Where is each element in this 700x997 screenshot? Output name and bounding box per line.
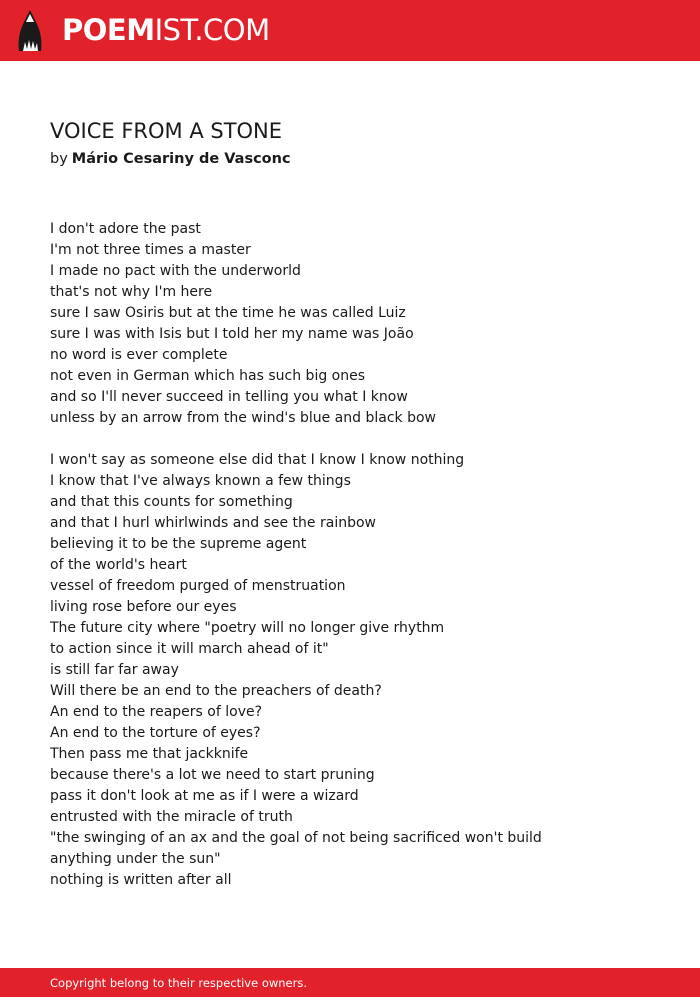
- poem-line: The future city where "poetry will no longer give rhythm: [50, 620, 445, 636]
- poem-line: sure I saw Osiris but at the time he was called Luiz: [50, 305, 406, 321]
- poem-line: I won't say as someone else did that I know I know nothing: [50, 452, 465, 468]
- poem-line: to action since it will march ahead of it": [50, 641, 329, 657]
- pen-nib-icon[interactable]: [16, 9, 44, 53]
- poem-line: because there's a lot we need to start pruning: [50, 767, 375, 783]
- poem-line: vessel of freedom purged of menstruation: [50, 578, 346, 594]
- poem-line: I know that I've always known a few things: [50, 473, 351, 489]
- poem-line: Then pass me that jackknife: [50, 746, 249, 762]
- poem-line: no word is ever complete: [50, 347, 228, 363]
- byline: [50, 148, 291, 170]
- poem-line: anything under the sun": [50, 851, 221, 867]
- poem-line: believing it to be the supreme agent: [50, 536, 307, 552]
- logo-light-text: IST.COM: [154, 13, 270, 47]
- poem-line: Will there be an end to the preachers of death?: [50, 683, 382, 699]
- site-header: [0, 0, 700, 61]
- poem-line: pass it don't look at me as if I were a wizard: [50, 788, 359, 804]
- site-logo[interactable]: [62, 12, 270, 48]
- poem-line: of the world's heart: [50, 557, 187, 573]
- poem-line: I made no pact with the underworld: [50, 263, 301, 279]
- by-label: by: [50, 151, 68, 167]
- copyright-text: Copyright belong to their respective owners.: [50, 976, 308, 990]
- poem-body: [50, 219, 670, 912]
- poem-line: "the swinging of an ax and the goal of not being sacrificed won't build: [50, 830, 542, 846]
- poem-line: entrusted with the miracle of truth: [50, 809, 293, 825]
- poem-line: is still far far away: [50, 662, 179, 678]
- author-name: Mário Cesariny de Vasconc: [71, 151, 291, 167]
- logo-bold-text: POEM: [62, 13, 155, 47]
- poem-line: sure I was with Isis but I told her my name was João: [50, 326, 414, 342]
- poem-line: and that I hurl whirlwinds and see the rainbow: [50, 515, 376, 531]
- poem-line: living rose before our eyes: [50, 599, 237, 615]
- poem-line: unless by an arrow from the wind's blue and black bow: [50, 410, 436, 426]
- poem-line: nothing is written after all: [50, 872, 232, 888]
- poem-line: that's not why I'm here: [50, 284, 213, 300]
- poem-line: and so I'll never succeed in telling you what I know: [50, 389, 408, 405]
- poem-line: I don't adore the past: [50, 221, 201, 237]
- poem-line: I'm not three times a master: [50, 242, 251, 258]
- stanza: [50, 450, 670, 891]
- poem-line: not even in German which has such big ones: [50, 368, 366, 384]
- poem-line: and that this counts for something: [50, 494, 293, 510]
- poem-title: VOICE FROM A STONE: [50, 119, 283, 143]
- poem-line: An end to the reapers of love?: [50, 704, 263, 720]
- site-footer: [0, 968, 700, 997]
- stanza: [50, 219, 670, 429]
- poem-line: An end to the torture of eyes?: [50, 725, 261, 741]
